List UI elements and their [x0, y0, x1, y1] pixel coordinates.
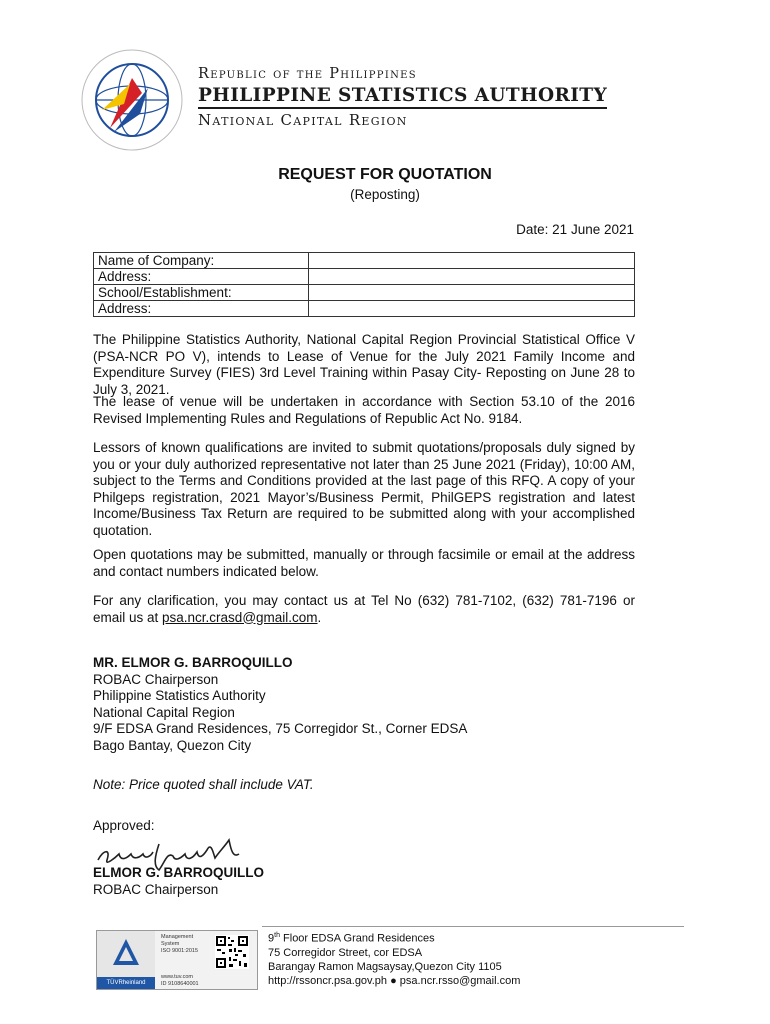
signatory-name: MR. ELMOR G. BARROQUILLO	[93, 655, 293, 670]
tuv-logo	[97, 931, 155, 989]
table-row	[94, 301, 635, 317]
footer-line4: http://rssoncr.psa.gov.ph ● psa.ncr.rsso@gmail.com	[268, 974, 521, 987]
table-value-field[interactable]	[309, 253, 635, 269]
footer-address	[268, 929, 520, 988]
cert-line: System	[161, 941, 180, 947]
table-label: Address:	[94, 269, 309, 285]
contact-text: For any clarification, you may contact us at Tel No (632) 781-7102, (632) 781-7196 or email us at	[93, 593, 635, 625]
document-subtitle: (Reposting)	[350, 187, 420, 202]
vat-note: Note: Price quoted shall include VAT.	[93, 777, 314, 792]
footer-line3: Barangay Ramon Magsaysay,Quezon City 1105	[268, 960, 502, 973]
tuv-band: TÜVRheinland	[97, 977, 155, 989]
signatory-address1: 9/F EDSA Grand Residences, 75 Corregidor St., Corner EDSA	[93, 721, 468, 736]
cert-line: Management	[161, 934, 194, 940]
paragraph-open-quotations: Open quotations may be submitted, manually or through facsimile or email at the address and contact numbers indicated below.	[93, 547, 635, 579]
cert-id: ID 9108640001	[161, 980, 199, 987]
contact-suffix: .	[317, 609, 322, 625]
signatory-address2: Bago Bantay, Quezon City	[93, 737, 252, 753]
iso-certification-badge	[96, 930, 258, 990]
footer-line2: 75 Corregidor Street, cor EDSA	[268, 946, 423, 959]
paragraph-contact	[93, 593, 635, 626]
psa-logo	[80, 48, 184, 152]
approver-name: ELMOR G. BARROQUILLO	[93, 865, 264, 880]
table-value-field[interactable]	[309, 269, 635, 285]
document-title: REQUEST FOR QUOTATION	[278, 166, 492, 183]
footer-floor-suffix: th	[274, 932, 280, 939]
footer-divider	[262, 926, 684, 927]
footer-floor-text: Floor EDSA Grand Residences	[279, 932, 435, 945]
signatory-position: ROBAC Chairperson	[93, 671, 219, 687]
document-date: Date: 21 June 2021	[516, 222, 634, 237]
company-info-table	[93, 252, 635, 317]
paragraph-intent: The Philippine Statistics Authority, National Capital Region Provincial Statistical Office V (PSA-NCR PO V), intends to Lease of Venue for the July 2021 Family Income and Expenditure Survey (FIES) 3rd Level Training within Pasay City- Reposting on June 28 to July 3, 2021.	[93, 332, 635, 397]
approved-label: Approved:	[93, 818, 155, 833]
qr-code-icon	[215, 935, 249, 969]
table-label: Name of Company:	[94, 253, 309, 269]
paragraph-legal-basis: The lease of venue will be undertaken in accordance with Section 53.10 of the 2016 Revised Implementing Rules and Regulations of Republic Act No. 9184.	[93, 394, 635, 426]
table-label: School/Establishment:	[94, 285, 309, 301]
cert-url: www.tuv.com	[161, 974, 193, 980]
table-value-field[interactable]	[309, 301, 635, 317]
tuv-triangle-icon	[111, 937, 141, 969]
table-row	[94, 253, 635, 269]
table-row	[94, 269, 635, 285]
header-agency: PHILIPPINE STATISTICS AUTHORITY	[198, 85, 607, 109]
header-region: National Capital Region	[198, 111, 408, 129]
signatory-block	[93, 655, 467, 754]
table-value-field[interactable]	[309, 285, 635, 301]
footer-line1	[268, 929, 520, 946]
approver-position: ROBAC Chairperson	[93, 881, 219, 897]
footer-floor-number: 9	[268, 932, 275, 945]
table-row	[94, 285, 635, 301]
table-label: Address:	[94, 301, 309, 317]
signatory-region: National Capital Region	[93, 704, 235, 720]
contact-email-link[interactable]: psa.ncr.crasd@gmail.com	[162, 609, 318, 625]
cert-line: ISO 9001:2015	[161, 948, 199, 954]
cert-id-text	[161, 974, 199, 987]
signatory-org: Philippine Statistics Authority	[93, 688, 266, 703]
header-republic: Republic of the Philippines	[198, 66, 417, 82]
paragraph-submission: Lessors of known qualifications are invited to submit quotations/proposals duly signed by you or your duly authorized representative not later than 25 June 2021 (Friday), 10:00 AM, subject to the Terms and Conditions provided at the last page of this RFQ. A copy of your Philgeps registration, 2021 Mayor’s/Business Permit, PhilGEPS registration and latest Income/Business Tax Return are required to be submitted along with your accomplished quotation.	[93, 440, 635, 538]
approver-block	[93, 865, 264, 898]
cert-text	[161, 934, 198, 955]
